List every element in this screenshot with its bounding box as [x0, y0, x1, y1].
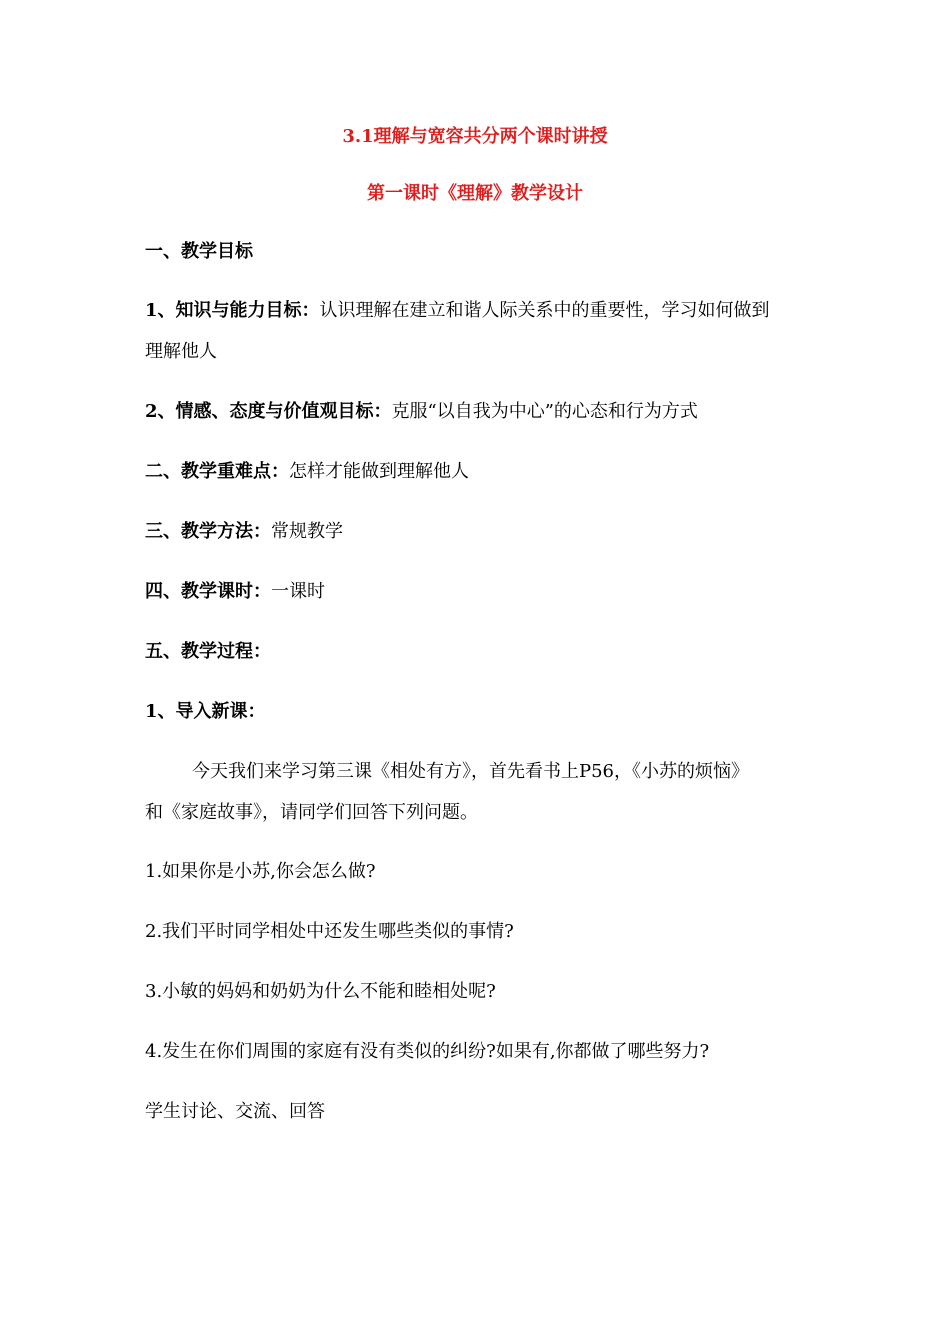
- goal2-paragraph: [145, 400, 830, 424]
- periods-text: 一课时: [271, 581, 325, 602]
- key-points-label: 二、教学重难点：: [145, 461, 289, 482]
- goal2-label: 2、情感、态度与价值观目标：: [145, 401, 392, 422]
- goal2-text: 克服“以自我为中心”的心态和行为方式: [391, 401, 698, 422]
- intro-paragraph-line2: 和《家庭故事》，请同学们回答下列问题。: [145, 802, 478, 823]
- goal1-text: 认识理解在建立和谐人际关系中的重要性，学习如何做到: [319, 300, 770, 321]
- periods-label: 四、教学课时：: [145, 581, 271, 602]
- document-subtitle: 第一课时《理解》教学设计: [367, 183, 583, 204]
- goal1-label: 1、知识与能力目标：: [145, 300, 320, 321]
- method-label: 三、教学方法：: [145, 521, 271, 542]
- question-3: 3.小敏的妈妈和奶奶为什么不能和睦相处呢?: [145, 981, 496, 1002]
- question-2: 2.我们平时同学相处中还发生哪些类似的事情?: [145, 921, 514, 942]
- key-points-paragraph: [145, 460, 830, 484]
- closing-text: 学生讨论、交流、回答: [145, 1101, 325, 1122]
- question-1: 1.如果你是小苏,你会怎么做?: [145, 861, 376, 882]
- method-text: 常规教学: [271, 521, 343, 542]
- key-points-text: 怎样才能做到理解他人: [289, 461, 469, 482]
- periods-paragraph: [145, 580, 830, 604]
- goal1-text-continued: 理解他人: [145, 341, 217, 362]
- goal1-paragraph: [145, 299, 830, 323]
- document-title: 3.1理解与宽容共分两个课时讲授: [342, 126, 608, 147]
- step1-heading: 1、导入新课：: [145, 701, 266, 722]
- question-4: 4.发生在你们周围的家庭有没有类似的纠纷?如果有,你都做了哪些努力?: [145, 1041, 710, 1062]
- intro-paragraph-line1: 今天我们来学习第三课《相处有方》，首先看书上P56，《小苏的烦恼》: [192, 761, 750, 782]
- section-heading-process: 五、教学过程：: [145, 641, 271, 662]
- section-heading-goals: 一、教学目标: [145, 241, 253, 262]
- method-paragraph: [145, 520, 830, 544]
